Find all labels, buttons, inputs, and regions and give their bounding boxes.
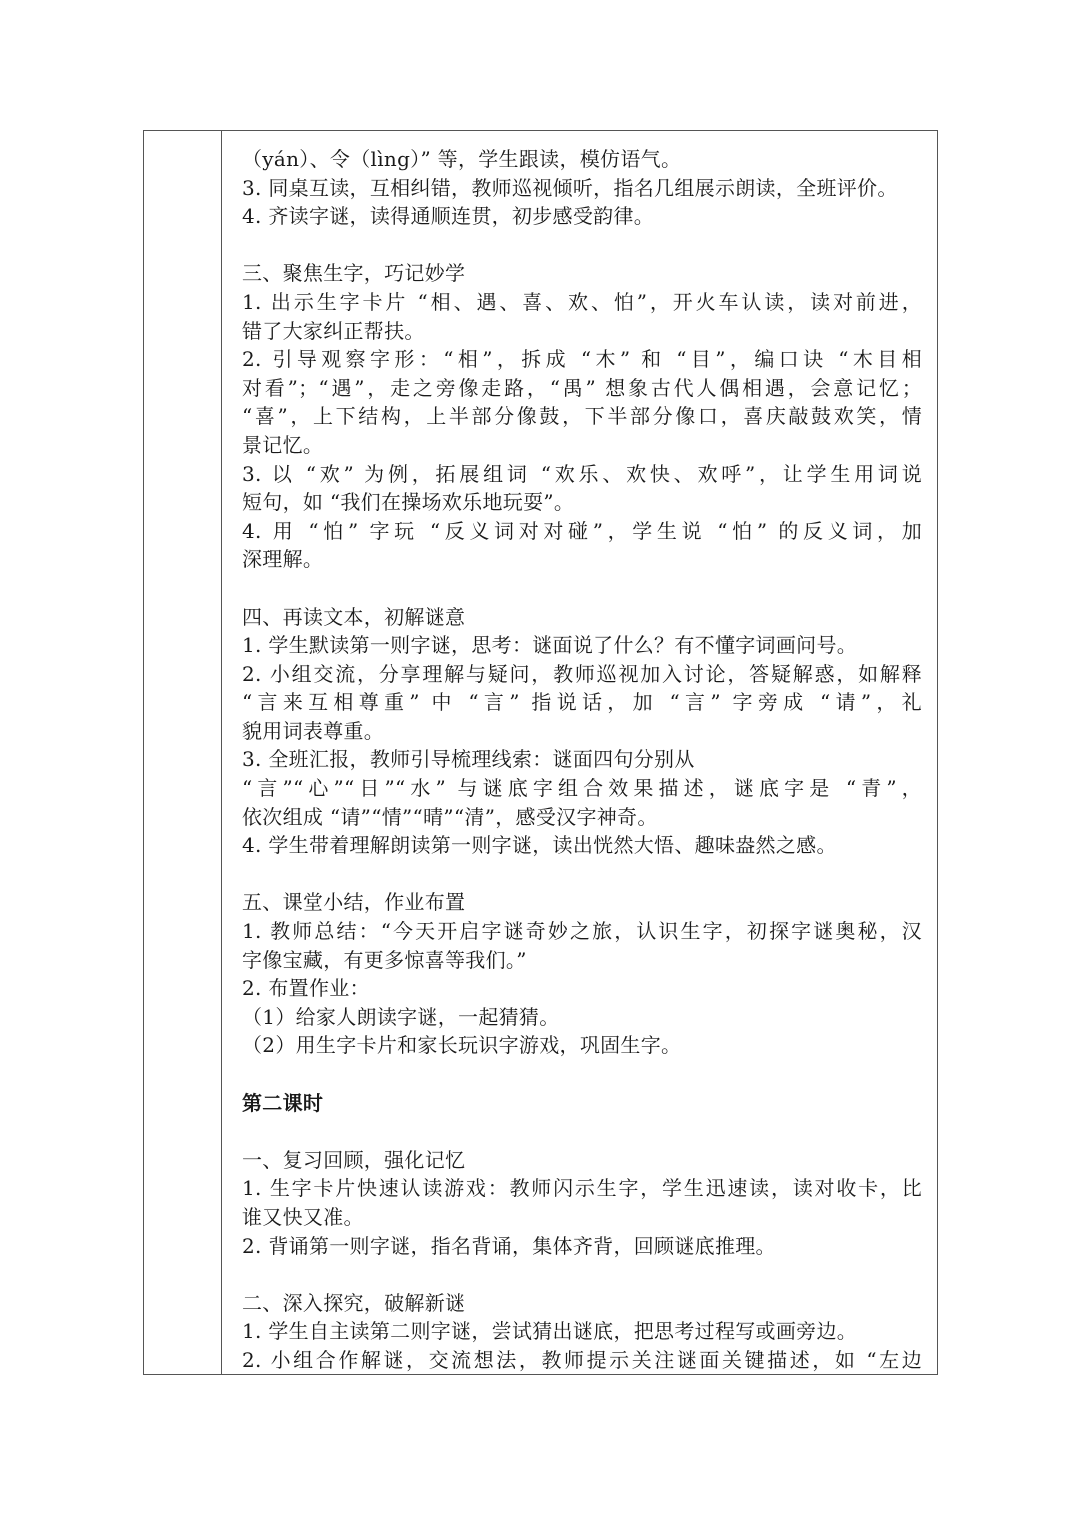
text-line: （yán）、令（lìng）” 等，学生跟读，模仿语气。	[242, 147, 682, 171]
text-line: （1）给家人朗读字谜，一起猜猜。	[242, 1004, 560, 1029]
text-line: 1. 教师总结：“今天开启字谜奇妙之旅，认识生字，初探字谜奥秘，汉	[242, 919, 922, 944]
blank-line	[242, 231, 922, 260]
lesson-period-title: 第二课时	[242, 1090, 324, 1115]
text-line: 2. 布置作业：	[242, 976, 370, 1001]
text-line: 4. 齐读字谜，读得通顺连贯，初步感受韵律。	[242, 204, 655, 229]
lesson-content-cell	[242, 145, 922, 1375]
text-line: 2. 小组合作解谜，交流想法，教师提示关注谜面关键描述，如 “左边	[242, 1347, 922, 1372]
text-line: 短句，如 “我们在操场欢乐地玩耍”。	[242, 490, 575, 515]
text-line: “言来互相尊重” 中 “言” 指说话，加 “言” 字旁成 “请”，礼	[242, 690, 922, 715]
text-line: 3. 同桌互读，互相纠错，教师巡视倾听，指名几组展示朗读，全班评价。	[242, 175, 898, 200]
text-line: 对看”；“遇”，走之旁像走路，“禺” 想象古代人偶相遇，会意记忆；	[242, 375, 922, 400]
text-line: 2. 小组交流，分享理解与疑问，教师巡视加入讨论，答疑解惑，如解释	[242, 661, 922, 686]
lesson-plan-table	[143, 130, 938, 1375]
blank-line	[242, 1117, 922, 1146]
text-line: 字像宝藏，有更多惊喜等我们。”	[242, 947, 527, 972]
text-line: 4. 学生带着理解朗读第一则字谜，读出恍然大悟、趣味盎然之感。	[242, 833, 837, 858]
text-line: 1. 生字卡片快速认读游戏：教师闪示生字，学生迅速读，读对收卡，比	[242, 1176, 922, 1201]
text-line: 1. 学生默读第一则字谜，思考：谜面说了什么？有不懂字词画问号。	[242, 633, 858, 658]
blank-line	[242, 860, 922, 889]
table-left-column	[144, 131, 222, 1374]
blank-line	[242, 574, 922, 603]
text-line: 3. 全班汇报，教师引导梳理线索：谜面四句分别从	[242, 747, 695, 772]
text-line: 依次组成 “请”“情”“晴”“清”，感受汉字神奇。	[242, 804, 658, 829]
section-heading: 一、复习回顾，强化记忆	[242, 1147, 466, 1172]
text-line: 谁又快又准。	[242, 1204, 364, 1229]
blank-line	[242, 1060, 922, 1089]
blank-line	[242, 1260, 922, 1289]
text-line: 2. 背诵第一则字谜，指名背诵，集体齐背，回顾谜底推理。	[242, 1233, 776, 1258]
section-heading: 三、聚焦生字，巧记妙学	[242, 261, 466, 286]
text-line: 貌用词表尊重。	[242, 718, 385, 743]
text-line: 1. 学生自主读第二则字谜，尝试猜出谜底，把思考过程写或画旁边。	[242, 1319, 858, 1344]
text-line: （2）用生字卡片和家长玩识字游戏，巩固生字。	[242, 1033, 682, 1058]
text-line: “言”“心”“日”“水” 与谜底字组合效果描述，谜底字是 “青”，	[242, 776, 922, 801]
text-line: 2. 引导观察字形：“相”，拆成 “木” 和 “目”，编口诀 “木目相	[242, 347, 922, 372]
text-line: 景记忆。	[242, 432, 324, 457]
text-line: 错了大家纠正帮扶。	[242, 318, 425, 343]
text-line: “喜”，上下结构，上半部分像鼓，下半部分像口，喜庆敲鼓欢笑，情	[242, 404, 922, 429]
text-line: 1. 出示生字卡片 “相、遇、喜、欢、怕”，开火车认读，读对前进，	[242, 289, 922, 314]
text-line: 深理解。	[242, 547, 324, 572]
section-heading: 四、再读文本，初解谜意	[242, 604, 466, 629]
text-line: 4. 用 “怕” 字玩 “反义词对对碰”，学生说 “怕” 的反义词，加	[242, 518, 922, 543]
section-heading: 二、深入探究，破解新谜	[242, 1290, 466, 1315]
section-heading: 五、课堂小结，作业布置	[242, 890, 466, 915]
text-line: 3. 以 “欢” 为例，拓展组词 “欢乐、欢快、欢呼”，让学生用词说	[242, 461, 922, 486]
